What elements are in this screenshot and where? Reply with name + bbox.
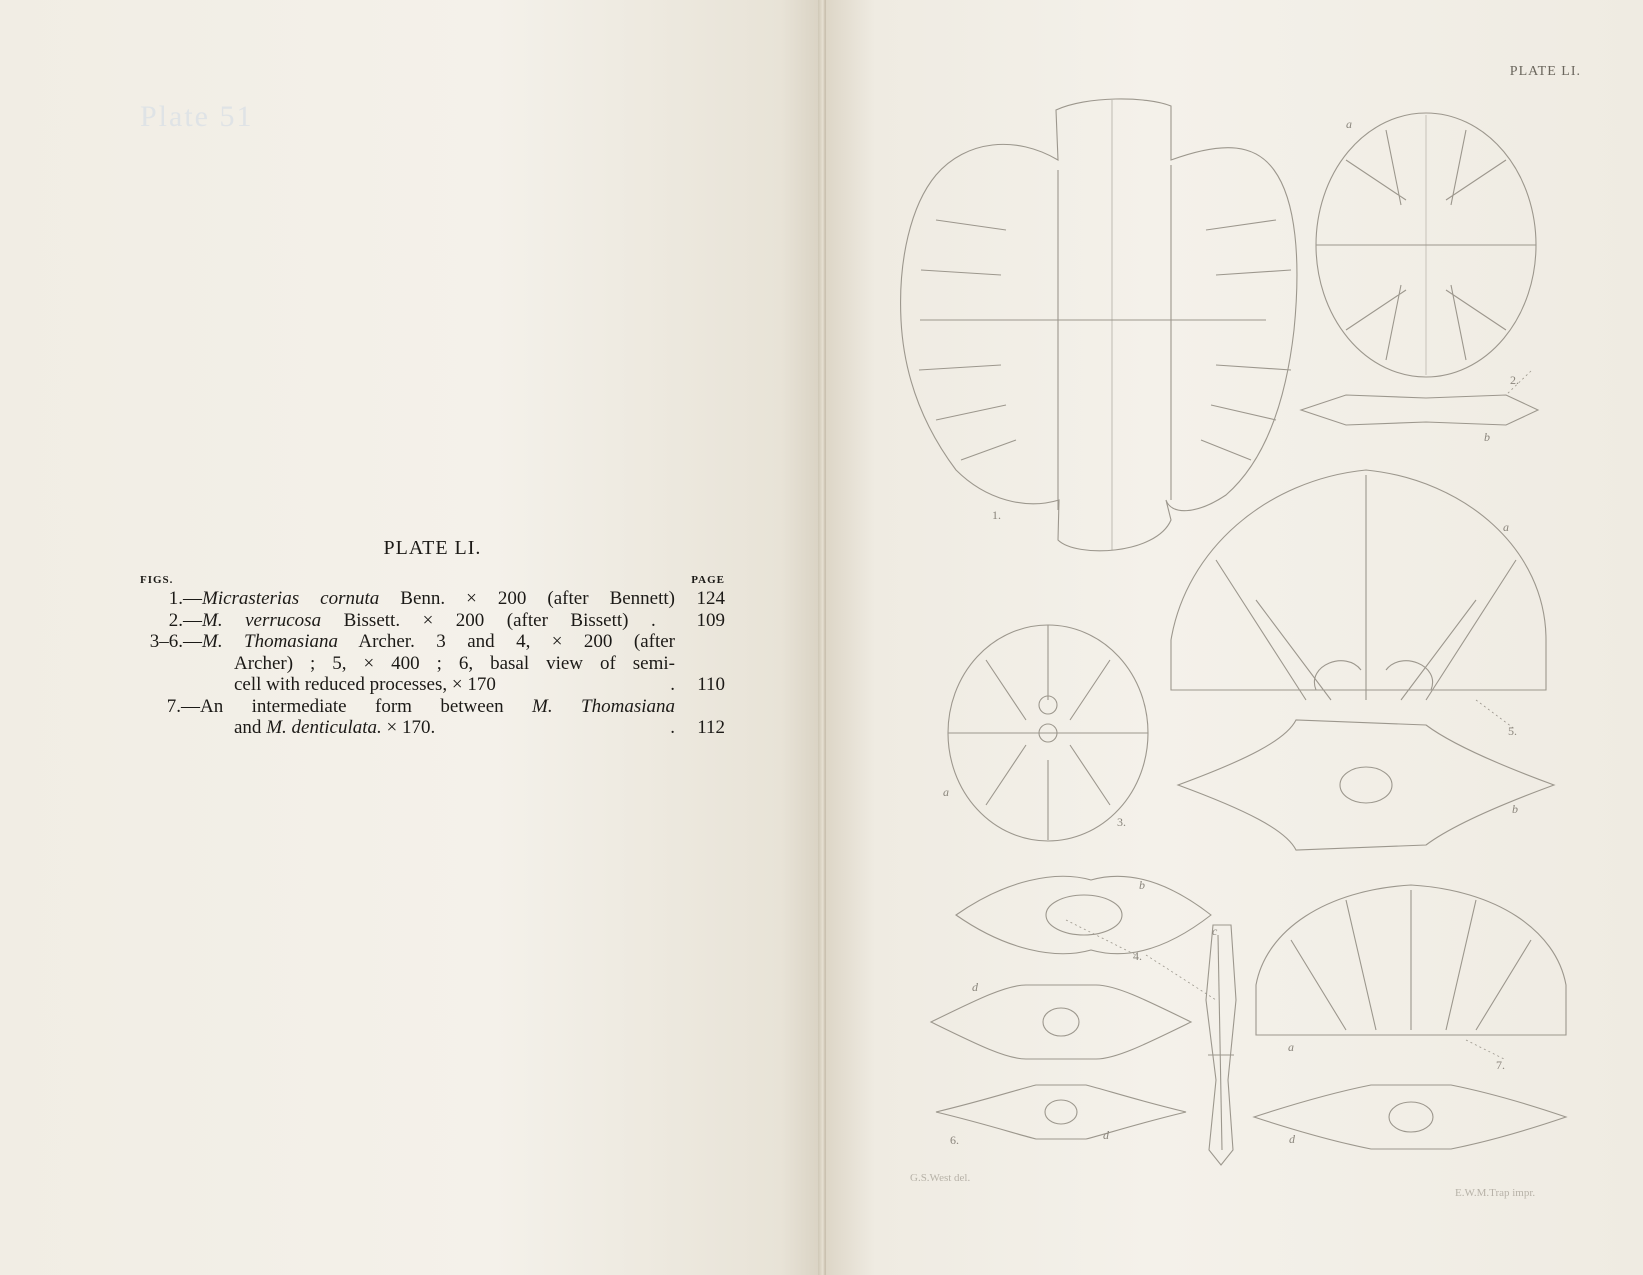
fig-3-label: 3. [1117, 815, 1126, 829]
column-headers [140, 574, 725, 586]
caption-entry-2: 2.— M. verrucosa Bissett. × 200 (after Bissett) . 109 [140, 610, 725, 632]
entry-text: Archer. 3 and 4, × 200 (after [337, 631, 675, 652]
fig-number: 1.— [168, 588, 202, 609]
fig-2b-label: b [1484, 430, 1490, 444]
figure-2a-drawing [1316, 113, 1536, 377]
fig-1-label: 1. [992, 508, 1001, 522]
entry-text: An intermediate form between [200, 695, 533, 717]
fig-7d-label: d [1289, 1132, 1295, 1146]
page-header: PAGE [691, 574, 725, 586]
entry-text: × 170 [381, 717, 431, 738]
fig-4c-label: c [1212, 924, 1218, 938]
plate-illustration [826, 0, 1643, 1275]
fig-7a-label: a [1288, 1040, 1294, 1054]
caption-entry-4 [140, 696, 725, 718]
page-number: 110 [697, 674, 725, 695]
fig-5a-label: a [1503, 520, 1509, 534]
fig-3a-label: a [943, 785, 949, 799]
page-number: 109 [696, 609, 725, 631]
species-name: M. Thomasiana [532, 695, 675, 717]
caption-entry-3 [140, 631, 725, 653]
page-number: 124 [696, 588, 725, 609]
fig-4-label: 4. [1133, 949, 1142, 963]
caption-entry-3-line-2 [140, 653, 725, 675]
ghost-text: Plate 51 [140, 100, 254, 133]
fig-number: 2.— [168, 609, 202, 631]
fig-5b-label: b [1512, 802, 1518, 816]
fig-5-label: 5. [1508, 724, 1517, 738]
fig-6d-label: d [1103, 1128, 1109, 1142]
figure-4c-drawing [1206, 925, 1236, 1165]
plate-caption [140, 537, 725, 739]
species-name: Micrasterias cornuta [202, 588, 380, 609]
fig-2a-label: a [1346, 117, 1352, 131]
figure-5b-drawing [1178, 720, 1554, 850]
draftsman-credit: G.S.West del. [910, 1172, 971, 1184]
figure-7d-drawing [1254, 1085, 1566, 1149]
caption-entry-3-line-3: cell with reduced processes, × 170 . 110 [234, 674, 725, 695]
figure-5a-drawing [1171, 470, 1546, 700]
entry-text: Archer) ; 5, × 400 ; 6, basal view of semi- [234, 652, 675, 674]
entry-text: Benn. × 200 (after Bennett) [379, 588, 676, 609]
figs-header: FIGS. [140, 574, 174, 586]
entry-text: cell with reduced processes, × 170 [234, 674, 496, 695]
figure-4b-drawing [956, 876, 1211, 953]
fig-6-label: 6. [950, 1133, 959, 1147]
plate-title: PLATE LI. [383, 537, 482, 559]
species-name: M. verrucosa [202, 609, 322, 631]
figure-1-drawing [901, 99, 1297, 551]
printer-credit: E.W.M.Trap impr. [1455, 1187, 1536, 1199]
figure-2b-drawing [1301, 395, 1538, 425]
fig-4b-label: b [1139, 878, 1145, 892]
page-number: 112 [697, 717, 725, 738]
species-name: M. Thomasiana [202, 631, 338, 652]
fig-7-label: 7. [1496, 1058, 1505, 1072]
plate-header: PLATE LI. [1509, 64, 1581, 79]
figure-6d-drawing [936, 1085, 1186, 1139]
species-name: M. denticulata. [266, 717, 382, 738]
figure-7a-drawing [1256, 885, 1566, 1035]
entry-text: and [234, 717, 267, 738]
figure-4d-drawing [931, 985, 1191, 1059]
fig-2-label: 2. [1510, 373, 1519, 387]
figure-3a-drawing [948, 625, 1148, 841]
fig-number: 3–6.— [149, 631, 202, 652]
fig-number: 7.— [166, 695, 200, 717]
fig-4d-label: d [972, 980, 978, 994]
caption-entry-1 [140, 588, 725, 610]
caption-entry-4-line-2: and M. denticulata. × 170. . 112 [234, 717, 725, 738]
entry-text: Bissett. × 200 (after Bissett) [321, 609, 629, 631]
